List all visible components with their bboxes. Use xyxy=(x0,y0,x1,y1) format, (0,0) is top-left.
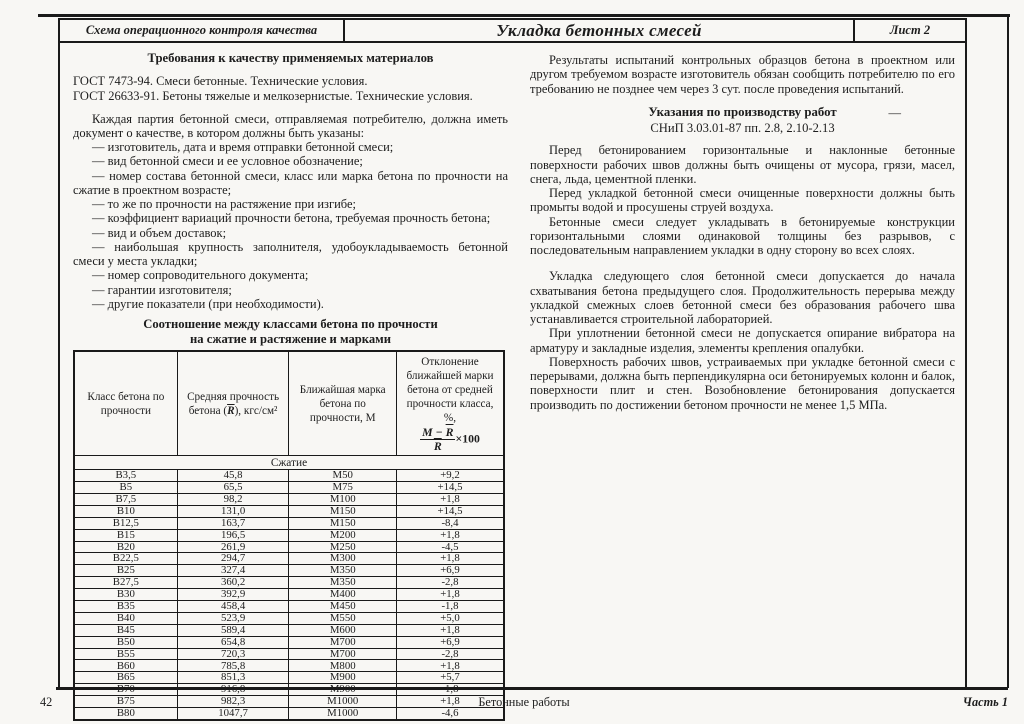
col-header-mark: Ближайшая марка бетона по прочности, М xyxy=(289,351,397,455)
table-cell: В70 xyxy=(74,684,177,696)
table-cell: -1,8 xyxy=(396,684,504,696)
col-header-class: Класс бетона по прочности xyxy=(74,351,177,455)
document-header xyxy=(58,18,967,43)
table-row xyxy=(74,482,504,494)
table-cell: В60 xyxy=(74,660,177,672)
requirement-item: — то же по прочности на растяжение при изгибе; xyxy=(92,197,356,212)
table-row xyxy=(74,529,504,541)
table-cell: +1,8 xyxy=(396,660,504,672)
table-body xyxy=(74,470,504,720)
col-header-deviation: Отклонение ближайшей марки бетона от средней прочности класса, %, $\frac{М - \overline{R}}{R}$ ×100 xyxy=(396,351,504,455)
compression-label: Сжатие xyxy=(74,456,504,470)
table-cell: В3,5 xyxy=(74,470,177,482)
part-label: Часть 1 xyxy=(962,695,1008,709)
table-cell: +1,8 xyxy=(396,529,504,541)
table-caption-line2: на сжатие и растяжение и марками xyxy=(190,332,391,347)
table-cell: +9,2 xyxy=(396,470,504,482)
instruction-paragraph: Бетонные смеси следует укладывать в бетонируемые конструкции горизонтальными слоями одинаковой толщины без разрывов, с последовательным направлением укладки в одну сторону во всех слоях. xyxy=(530,214,955,258)
table-cell: 589,4 xyxy=(177,624,289,636)
table-cell: В35 xyxy=(74,601,177,613)
instruction-paragraph: Поверхность рабочих швов, устраиваемых при укладке бетонной смеси с перерывами, должна быть перпендикулярна оси бетонируемых колонн и балок, поверхности плит и стен. Возобновление бетонирования допускается производить по достижении бетоном прочности не менее 1,5 МПа. xyxy=(530,354,955,412)
table-cell: В50 xyxy=(74,636,177,648)
instruction-paragraph: Перед бетонированием горизонтальные и наклонные бетонные поверхности рабочих швов должны быть очищены от мусора, грязи, масел, снега, льда, цементной пленки. xyxy=(530,143,955,186)
table-row xyxy=(74,636,504,648)
table-row xyxy=(74,672,504,684)
requirement-item: — вид и объем доставок; xyxy=(92,225,227,240)
work-instructions-heading: Указания по производству работ xyxy=(648,104,837,119)
table-cell: В22,5 xyxy=(74,553,177,565)
requirement-item: — гарантии изготовителя; xyxy=(92,282,232,297)
table-cell: В55 xyxy=(74,648,177,660)
table-row xyxy=(74,589,504,601)
table-cell: 294,7 xyxy=(177,553,289,565)
table-cell: В25 xyxy=(74,565,177,577)
table-cell: М900 xyxy=(289,684,397,696)
table-cell: -8,4 xyxy=(396,517,504,529)
table-cell: В27,5 xyxy=(74,577,177,589)
table-cell: +14,5 xyxy=(396,505,504,517)
work-instructions-block xyxy=(530,105,955,137)
dash-mark: — xyxy=(888,105,900,120)
requirement-item: — номер состава бетонной смеси, класс или марка бетона по прочности на сжатие в проектном возрасте; xyxy=(73,168,508,197)
requirement-item: — вид бетонной смеси и ее условное обозначение; xyxy=(92,154,363,169)
table-row xyxy=(74,517,504,529)
materials-quality-heading: Требования к качеству применяемых материалов xyxy=(147,51,434,65)
table-cell: В15 xyxy=(74,529,177,541)
requirement-item: — коэффициент вариаций прочности бетона, требуемая прочность бетона; xyxy=(92,211,491,226)
table-row xyxy=(74,648,504,660)
table-caption-line1: Соотношение между классами бетона по прочности xyxy=(143,317,438,332)
table-cell: М150 xyxy=(289,505,397,517)
table-cell: -2,8 xyxy=(396,577,504,589)
table-cell: М150 xyxy=(289,517,397,529)
table-cell: В7,5 xyxy=(74,493,177,505)
table-cell: М900 xyxy=(289,672,397,684)
table-cell: 65,5 xyxy=(177,482,289,494)
table-cell: 261,9 xyxy=(177,541,289,553)
table-cell: -4,5 xyxy=(396,541,504,553)
table-cell: М200 xyxy=(289,529,397,541)
table-cell: 654,8 xyxy=(177,636,289,648)
table-row xyxy=(74,601,504,613)
table-cell: 458,4 xyxy=(177,601,289,613)
table-cell: 523,9 xyxy=(177,612,289,624)
gost-reference: ГОСТ 7473-94. Смеси бетонные. Технические условия. xyxy=(73,74,368,89)
table-cell: М700 xyxy=(289,636,397,648)
instruction-paragraph: При уплотнении бетонной смеси не допускается опирание вибратора на арматуру и закладные изделия, элементы крепления опалубки. xyxy=(530,326,955,355)
table-cell: 360,2 xyxy=(177,577,289,589)
strength-class-table xyxy=(73,350,505,720)
table-row xyxy=(74,624,504,636)
table-cell: 720,3 xyxy=(177,648,289,660)
table-cell: М1000 xyxy=(289,696,397,708)
page-footer xyxy=(40,695,1008,710)
table-cell: 131,0 xyxy=(177,505,289,517)
table-cell: +1,8 xyxy=(396,589,504,601)
table-row xyxy=(74,541,504,553)
table-row xyxy=(74,660,504,672)
table-row xyxy=(74,493,504,505)
footer-section-title: Бетонные работы xyxy=(478,695,570,709)
table-cell: 916,8 xyxy=(177,684,289,696)
table-cell: +6,9 xyxy=(396,636,504,648)
table-cell: В5 xyxy=(74,482,177,494)
gost-references xyxy=(73,74,508,105)
table-cell: М50 xyxy=(289,470,397,482)
top-border-line xyxy=(38,14,1010,17)
left-column xyxy=(60,43,512,720)
table-row xyxy=(74,612,504,624)
table-row xyxy=(74,684,504,696)
right-border-line xyxy=(1007,14,1009,688)
scheme-label: Схема операционного контроля качества xyxy=(58,18,345,43)
table-row xyxy=(74,470,504,482)
right-column xyxy=(512,43,965,687)
document-title: Укладка бетонных смесей xyxy=(343,18,855,43)
table-cell: +1,8 xyxy=(396,696,504,708)
table-cell: В12,5 xyxy=(74,517,177,529)
instruction-paragraph: Укладка следующего слоя бетонной смеси допускается до начала схватывания бетона предыдущего слоя. Продолжительность перерыва между укладкой смежных слоев бетонной смеси без образования рабочего шва устанавливается строительной лабораторией. xyxy=(530,269,955,327)
batch-document-intro: Каждая партия бетонной смеси, отправляемая потребителю, должна иметь документ о качестве, в котором должны быть указаны: xyxy=(73,111,508,140)
table-cell: 1047,7 xyxy=(177,708,289,720)
table-cell: М550 xyxy=(289,612,397,624)
requirement-item: — номер сопроводительного документа; xyxy=(92,268,309,283)
table-row xyxy=(74,565,504,577)
deviation-formula: $\frac{М - \overline{R}}{R}$ ×100 xyxy=(422,425,480,453)
table-cell: 785,8 xyxy=(177,660,289,672)
col-header-strength: Средняя прочность бетона $(\overline{R})$, кгс/см² xyxy=(177,351,289,455)
table-cell: +5,7 xyxy=(396,672,504,684)
table-cell: 392,9 xyxy=(177,589,289,601)
table-cell: +1,8 xyxy=(396,493,504,505)
table-cell: М1000 xyxy=(289,708,397,720)
table-cell: 327,4 xyxy=(177,565,289,577)
table-caption xyxy=(73,317,508,347)
table-cell: 196,5 xyxy=(177,529,289,541)
instruction-paragraph: Перед укладкой бетонной смеси очищенные поверхности должны быть промыты водой и просушены струей воздуха. xyxy=(530,186,955,215)
page-number: 42 xyxy=(40,695,53,709)
table-cell: В10 xyxy=(74,505,177,517)
table-cell: М400 xyxy=(289,589,397,601)
table-cell: В30 xyxy=(74,589,177,601)
table-row xyxy=(74,577,504,589)
table-cell: М800 xyxy=(289,660,397,672)
table-cell: 982,3 xyxy=(177,696,289,708)
table-cell: 163,7 xyxy=(177,517,289,529)
table-cell: В65 xyxy=(74,672,177,684)
sheet-label: Лист 2 xyxy=(853,18,967,43)
table-cell: В80 xyxy=(74,708,177,720)
table-row xyxy=(74,505,504,517)
table-cell: В40 xyxy=(74,612,177,624)
table-cell: +5,0 xyxy=(396,612,504,624)
table-row xyxy=(74,553,504,565)
compression-span-row xyxy=(74,456,504,470)
table-cell: -2,8 xyxy=(396,648,504,660)
table-cell: В45 xyxy=(74,624,177,636)
test-results-paragraph: Результаты испытаний контрольных образцов бетона в проектном или другом требуемом возрасте изготовитель обязан сообщить потребителю по его требованию не позднее чем через 3 сут. после проведения испытаний. xyxy=(530,53,955,96)
table-cell: М450 xyxy=(289,601,397,613)
requirements-list xyxy=(73,140,508,311)
snip-reference: СНиП 3.03.01-87 пп. 2.8, 2.10-2.13 xyxy=(650,120,835,135)
requirement-item: — другие показатели (при необходимости). xyxy=(92,296,324,311)
table-cell: М300 xyxy=(289,553,397,565)
table-cell: +1,8 xyxy=(396,624,504,636)
requirement-item: — изготовитель, дата и время отправки бетонной смеси; xyxy=(92,140,394,155)
table-cell: 98,2 xyxy=(177,493,289,505)
table-header xyxy=(74,351,504,455)
table-cell: 851,3 xyxy=(177,672,289,684)
table-cell: М100 xyxy=(289,493,397,505)
work-instructions-paragraphs xyxy=(530,143,955,412)
table-cell: М600 xyxy=(289,624,397,636)
table-cell: М75 xyxy=(289,482,397,494)
requirement-item: — наибольшая крупность заполнителя, удобоукладываемость бетонной смеси у места укладки; xyxy=(73,239,508,269)
table-cell: В75 xyxy=(74,696,177,708)
table-cell: 45,8 xyxy=(177,470,289,482)
table-cell: +14,5 xyxy=(396,482,504,494)
gost-reference: ГОСТ 26633-91. Бетоны тяжелые и мелкозернистые. Технические условия. xyxy=(73,89,473,104)
table-cell: М350 xyxy=(289,565,397,577)
table-cell: -4,6 xyxy=(396,708,504,720)
table-cell: -1,8 xyxy=(396,601,504,613)
table-cell: +6,9 xyxy=(396,565,504,577)
table-cell: М250 xyxy=(289,541,397,553)
table-cell: М350 xyxy=(289,577,397,589)
table-cell: +1,8 xyxy=(396,553,504,565)
table-cell: М700 xyxy=(289,648,397,660)
table-cell: В20 xyxy=(74,541,177,553)
